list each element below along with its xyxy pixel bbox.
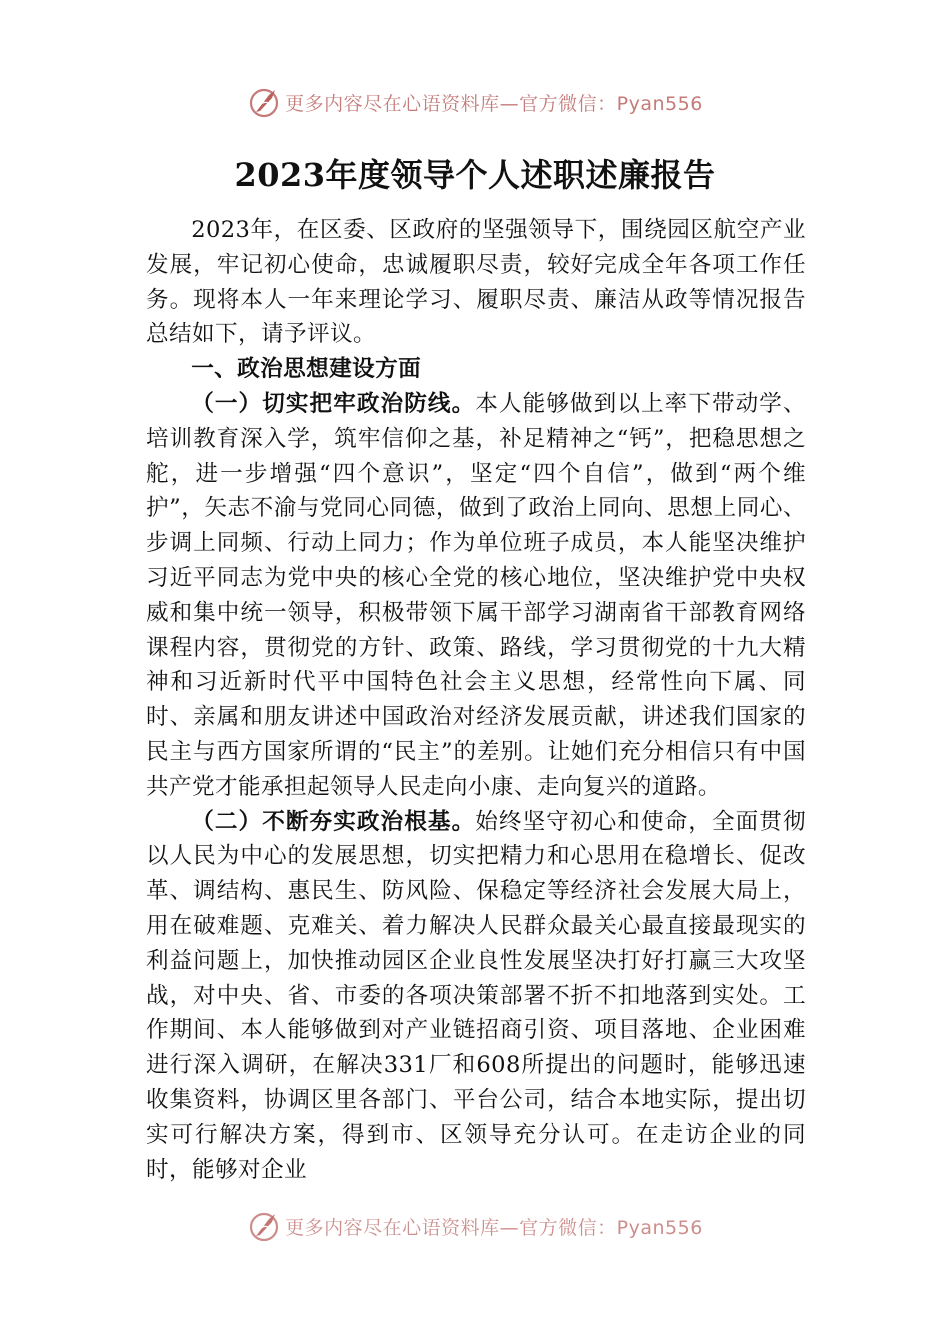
watermark-banner-top (0, 82, 950, 122)
quill-logo-icon (247, 1209, 281, 1243)
section-heading (146, 352, 806, 387)
paragraph-text: 始终坚守初心和使命，全面贯彻以人民为中心的发展思想，切实把精力和心思用在稳增长、促改革、调结构、惠民生、防风险、保稳定等经济社会发展大局上，用在破难题、克难关、着力解决人民群众最关心最直接最现实的利益问题上，加快推动园区企业良性发展坚决打好打赢三大攻坚战，对中央、省、市委的各项决策部署不折不扣地落到实处。工作期间、本人能够做到对产业链招商引资、项目落地、企业困难进行深入调研，在解决331厂和608所提出的问题时，能够迅速收集资料，协调区里各部门、平台公司，结合本地实际，提出切实可行解决方案，得到市、区领导充分认可。在走访企业的同时，能够对企业 (146, 808, 806, 1183)
watermark-text: 更多内容尽在心语资料库—官方微信：Pyan556 (285, 1216, 703, 1239)
paragraph-text: 2023年，在区委、区政府的坚强领导下，围绕园区航空产业发展，牢记初心使命，忠诚履职尽责，较好完成全年各项工作任务。现将本人一年来理论学习、履职尽责、廉洁从政等情况报告总结如下，请予评议。 (146, 217, 806, 348)
document-title: 2023年度领导个人述职述廉报告 (234, 156, 716, 194)
quill-logo-icon (247, 85, 281, 119)
watermark-text: 更多内容尽在心语资料库—官方微信：Pyan556 (285, 92, 703, 115)
paragraph-text: 本人能够做到以上率下带动学、培训教育深入学，筑牢信仰之基，补足精神之“钙”，把稳思想之舵，进一步增强“四个意识”，坚定“四个自信”，做到“两个维护”，矢志不渝与党同心同德，做到了政治上同向、思想上同心、步调上同频、行动上同力；作为单位班子成员，本人能坚决维护习近平同志为党中央的核心全党的核心地位，坚决维护党中央权威和集中统一领导，积极带领下属干部学习湖南省干部教育网络课程内容，贯彻党的方针、政策、路线，学习贯彻党的十九大精神和习近新时代平中国特色社会主义思想，经常性向下属、同时、亲属和朋友讲述中国政治对经济发展贡献，讲述我们国家的民主与西方国家所谓的“民主”的差别。让她们充分相信只有中国共产党才能承担起领导人民走向小康、走向复兴的道路。 (146, 390, 806, 800)
paragraph-lead: （二）不断夯实政治根基。 (191, 808, 476, 835)
intro-paragraph (146, 213, 806, 352)
document-body (146, 213, 806, 1187)
watermark-banner-bottom (0, 1206, 950, 1246)
paragraph-lead: （一）切实把牢政治防线。 (191, 390, 476, 417)
paragraph-political-foundation (146, 805, 806, 1188)
paragraph-political-defense (146, 387, 806, 805)
section-heading-text: 一、政治思想建设方面 (191, 356, 422, 383)
